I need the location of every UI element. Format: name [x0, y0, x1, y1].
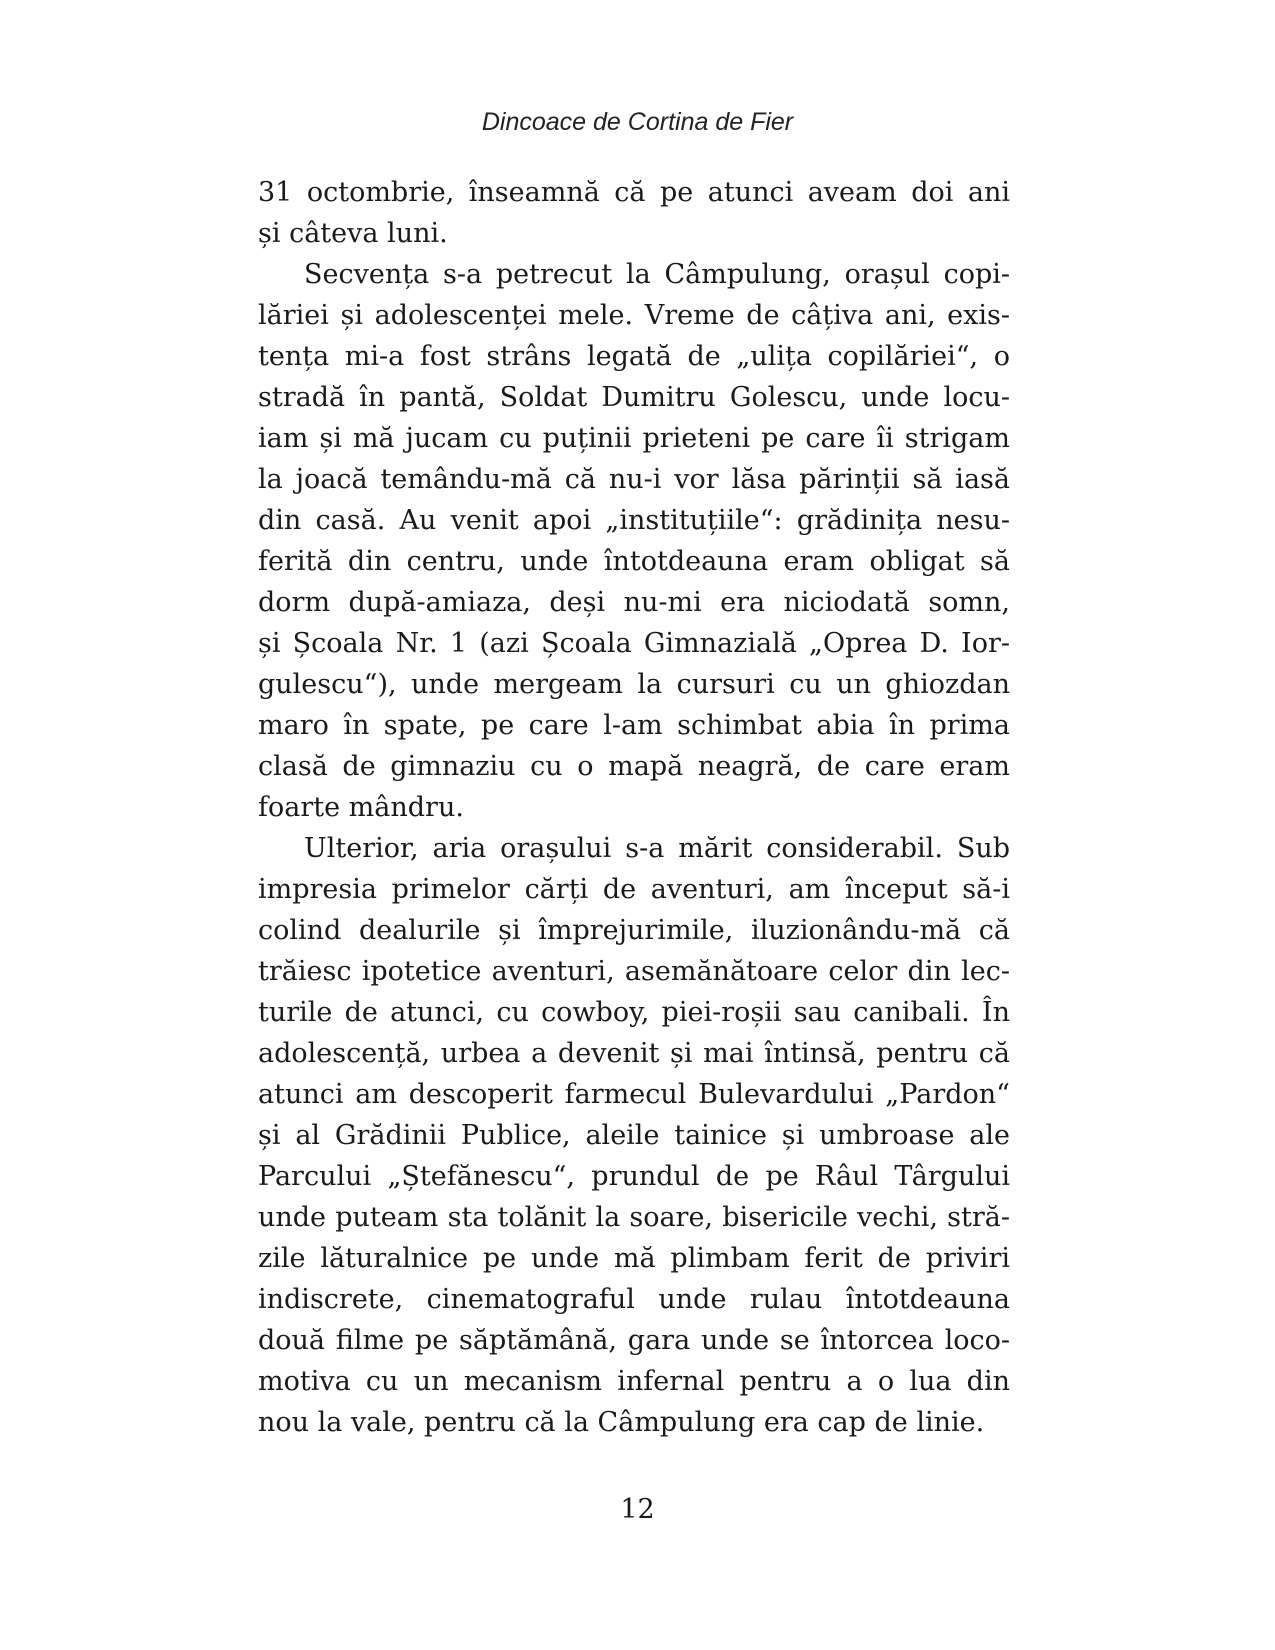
text-line: la joacă temându-mă că nu-i vor lăsa părinții să iasă	[258, 464, 1010, 495]
text-line: și Școala Nr. 1 (azi Școala Gimnazială „Oprea D. Ior-	[258, 628, 1010, 659]
text-line: zile lăturalnice pe unde mă plimbam ferit de priviri	[258, 1243, 1010, 1274]
text-line: 31 octombrie, înseamnă că pe atunci aveam doi ani	[258, 177, 1010, 208]
text-line: turile de atunci, cu cowboy, piei-roșii sau canibali. În	[258, 997, 1010, 1028]
text-line: maro în spate, pe care l-am schimbat abia în prima	[258, 710, 1010, 741]
text-line: impresia primelor cărți de aventuri, am început să-i	[258, 874, 1010, 905]
text-line: indiscrete, cinematograful unde rulau întotdeauna	[258, 1284, 1010, 1315]
text-line: iam și mă jucam cu puținii prieteni pe care îi strigam	[258, 423, 1010, 454]
text-line: foarte mândru.	[258, 792, 464, 823]
text-line: clasă de gimnaziu cu o mapă neagră, de care eram	[258, 751, 1010, 782]
text-line: motiva cu un mecanism infernal pentru a o lua din	[258, 1366, 1010, 1397]
text-line: Parcului „Ștefănescu“, prundul de pe Râul Târgului	[258, 1161, 1010, 1192]
text-line: lăriei și adolescenței mele. Vreme de câțiva ani, exis-	[258, 300, 1010, 331]
body-text	[258, 172, 1010, 1443]
text-line: tența mi-a fost strâns legată de „ulița copilăriei“, o	[258, 341, 1010, 372]
text-line: Ulterior, aria orașului s-a mărit considerabil. Sub	[304, 833, 1010, 864]
text-line: trăiesc ipotetice aventuri, asemănătoare celor din lec-	[258, 956, 1010, 987]
text-line: gulescu“), unde mergeam la cursuri cu un ghiozdan	[258, 669, 1010, 700]
text-line: și câteva luni.	[258, 218, 448, 249]
text-line: atunci am descoperit farmecul Bulevardului „Pardon“	[258, 1079, 1010, 1110]
text-line: și al Grădinii Publice, aleile tainice și umbroase ale	[258, 1120, 1010, 1151]
text-line: stradă în pantă, Soldat Dumitru Golescu, unde locu-	[258, 382, 1010, 413]
text-line: colind dealurile și împrejurimile, iluzionându-mă că	[258, 915, 1010, 946]
text-line: două filme pe săptămână, gara unde se întorcea loco-	[258, 1325, 1010, 1356]
text-line: adolescență, urbea a devenit și mai întinsă, pentru că	[258, 1038, 1010, 1069]
running-title: Dincoace de Cortina de Fier	[481, 108, 794, 136]
text-line: unde puteam sta tolănit la soare, bisericile vechi, stră-	[258, 1202, 1010, 1233]
text-line: dorm după-amiaza, deși nu-mi era niciodată somn,	[258, 587, 1010, 618]
text-line: din casă. Au venit apoi „instituțiile“: grădinița nesu-	[258, 505, 1010, 536]
page-number: 12	[620, 1494, 655, 1525]
text-line: ferită din centru, unde întotdeauna eram obligat să	[258, 546, 1010, 577]
text-line: nou la vale, pentru că la Câmpulung era cap de linie.	[258, 1407, 985, 1438]
text-line: Secvența s-a petrecut la Câmpulung, orașul copi-	[304, 259, 1010, 290]
